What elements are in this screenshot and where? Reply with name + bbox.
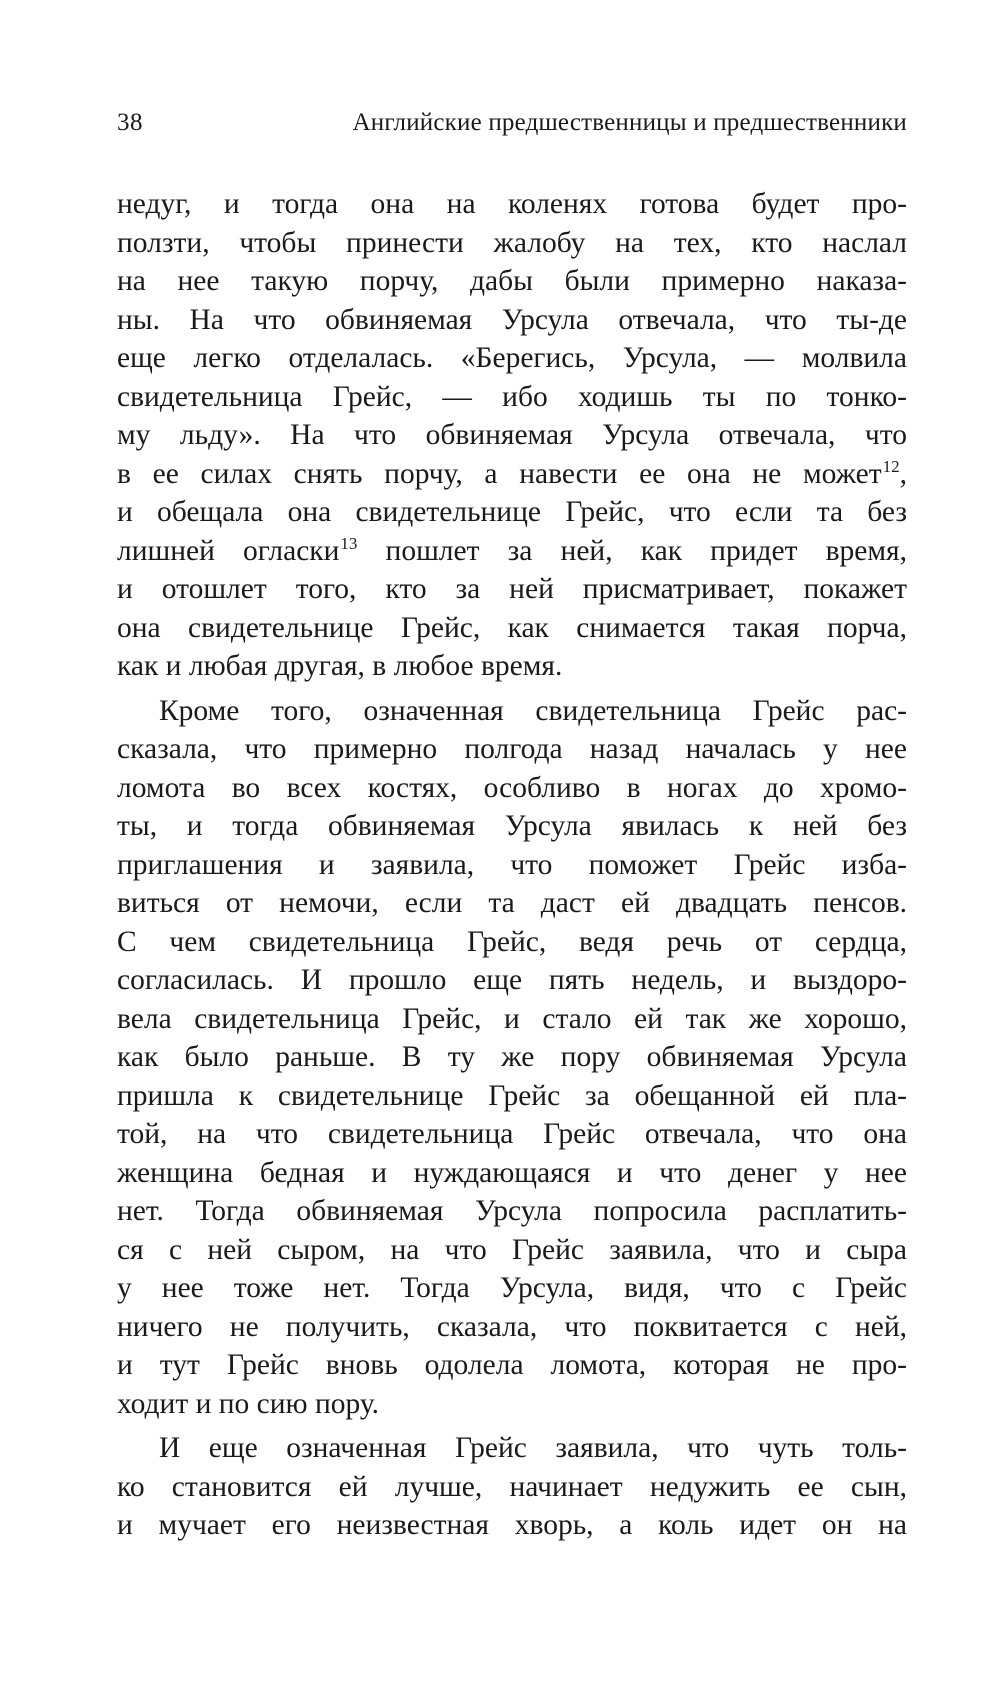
text-line: и мучает его неизвестная хворь, а коль идет он на [117, 1509, 907, 1541]
running-head [117, 103, 907, 143]
text-line: ко становится ей лучше, начинает недужить ее сын, [117, 1470, 907, 1503]
text-line: ся с ней сыром, на что Грейс заявила, что и сыра [117, 1233, 907, 1266]
footnote-ref-13[interactable]: 13 [340, 533, 358, 553]
text-line-with-footnote [117, 532, 907, 571]
paragraph-2 [117, 692, 907, 1424]
text-line: у нее тоже нет. Тогда Урсула, видя, что с Грейс [117, 1272, 907, 1304]
text-line: С чем свидетельница Грейс, ведя речь от сердца, [117, 925, 907, 958]
text-line: Кроме того, означенная свидетельница Грейс рас- [159, 694, 907, 727]
body-text [117, 185, 907, 1551]
text-line: и обещала она свидетельнице Грейс, что если та без [117, 496, 907, 528]
text-line: той, на что свидетельница Грейс отвечала, что она [117, 1118, 907, 1150]
text-line: И еще означенная Грейс заявила, что чуть толь- [159, 1432, 907, 1464]
text-line: свидетельница Грейс, — ибо ходишь ты по тонко- [117, 380, 907, 413]
text-segment: в ее силах снять порчу, а навести ее она не может [117, 457, 882, 490]
text-line: сказала, что примерно полгода назад началась у нее [117, 733, 907, 765]
text-line: и отошлет того, кто за ней присматривает, покажет [117, 573, 907, 605]
text-line: ходит и по сию пору. [117, 1387, 380, 1420]
text-line-with-footnote [117, 455, 907, 494]
text-line: ничего не получить, сказала, что поквитается с ней, [117, 1310, 907, 1343]
running-title: Английские предшественницы и предшественники [352, 109, 907, 136]
text-line: и тут Грейс вновь одолела ломота, которая не про- [117, 1349, 907, 1381]
text-segment: , [899, 457, 907, 490]
text-line: она свидетельнице Грейс, как снимается такая порча, [117, 611, 907, 644]
text-line: еще легко отделалась. «Берегись, Урсула, — молвила [117, 342, 907, 374]
text-line: виться от немочи, если та даст ей двадцать пенсов. [117, 887, 907, 919]
paragraph-1 [117, 185, 907, 686]
text-line: согласилась. И прошло еще пять недель, и выздоро- [117, 964, 907, 996]
text-line: как и любая другая, в любое время. [117, 650, 563, 682]
text-segment: пошлет за ней, как придет время, [357, 534, 907, 567]
text-line: му льду». На что обвиняемая Урсула отвечала, что [117, 419, 907, 451]
text-line: ны. На что обвиняемая Урсула отвечала, что ты-де [117, 303, 907, 336]
text-line: женщина бедная и нуждающаяся и что денег у нее [117, 1156, 907, 1189]
paragraph-3 [117, 1429, 907, 1545]
text-line: вела свидетельница Грейс, и стало ей так же хорошо, [117, 1002, 907, 1035]
text-line: ты, и тогда обвиняемая Урсула явилась к ней без [117, 810, 907, 842]
text-line: ломота во всех костях, особливо в ногах до хромо- [117, 771, 907, 804]
text-line: ползти, чтобы принести жалобу на тех, кто наслал [117, 226, 907, 259]
text-segment: лишней огласки [117, 534, 340, 567]
text-line: пришла к свидетельнице Грейс за обещанной ей пла- [117, 1079, 907, 1112]
text-line: на нее такую порчу, дабы были примерно наказа- [117, 265, 907, 297]
page-number: 38 [117, 109, 143, 136]
footnote-ref-12[interactable]: 12 [882, 456, 900, 476]
text-line: нет. Тогда обвиняемая Урсула попросила расплатить- [117, 1195, 907, 1227]
text-line: приглашения и заявила, что поможет Грейс изба- [117, 848, 907, 881]
text-line: как было раньше. В ту же пору обвиняемая Урсула [117, 1041, 907, 1073]
text-line: недуг, и тогда она на коленях готова будет про- [117, 188, 907, 220]
